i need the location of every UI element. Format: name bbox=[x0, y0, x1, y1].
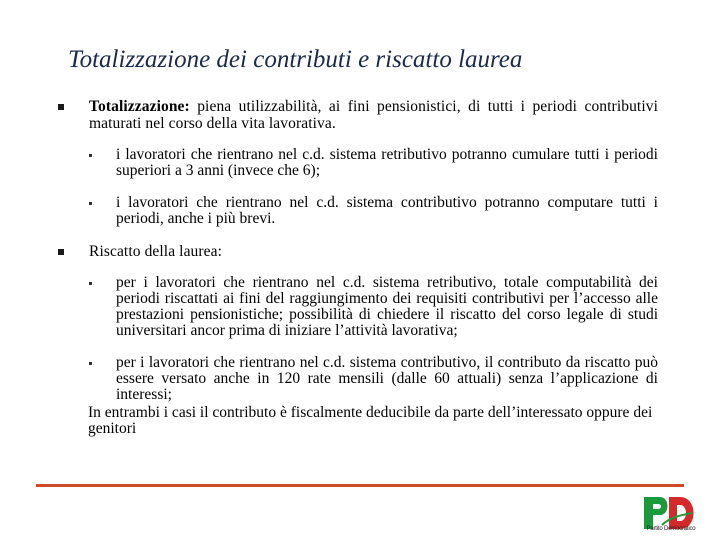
section-riscatto-laurea bbox=[58, 243, 658, 437]
small-bullet-icon bbox=[89, 202, 92, 205]
square-bullet-icon bbox=[58, 104, 64, 110]
section-text: piena utilizzabilità, ai fini pensionistici, di tutti i periodi contributivi maturati nel corso della vita lavorativa. bbox=[89, 98, 658, 132]
list-item bbox=[89, 195, 658, 227]
small-bullet-icon bbox=[89, 282, 92, 285]
section-heading: Riscatto della laurea bbox=[89, 243, 218, 260]
section-paragraph bbox=[89, 98, 658, 132]
list-item-text: i lavoratori che rientrano nel c.d. sistema retributivo potranno cumulare tutti i periodi superiori a 3 anni (invece che 6); bbox=[116, 146, 658, 179]
list-item-text: i lavoratori che rientrano nel c.d. sistema contributivo potranno computare tutti i periodi, anche i più brevi. bbox=[116, 194, 658, 227]
section-paragraph bbox=[89, 243, 658, 260]
slide-title: Totalizzazione dei contributi e riscatto laurea bbox=[68, 46, 523, 73]
list-item-text: per i lavoratori che rientrano nel c.d. sistema contributivo, il contributo da riscatto può essere versato anche in 120 rate mensili (dalle 60 attuali) senza l’applicazione di interessi; bbox=[116, 354, 658, 403]
square-bullet-icon bbox=[58, 249, 64, 255]
closing-note: In entrambi i casi il contributo è fiscalmente deducibile da parte dell’interessato oppure dei genitori bbox=[88, 404, 653, 437]
list-item bbox=[89, 147, 658, 179]
small-bullet-icon bbox=[89, 362, 92, 365]
slide-content bbox=[58, 98, 658, 443]
footer-divider bbox=[36, 484, 684, 487]
section-heading: Totalizzazione: bbox=[89, 98, 190, 115]
logo-caption: Partito Democratico bbox=[646, 526, 696, 532]
sub-bullet-list bbox=[89, 275, 658, 403]
sub-bullet-list bbox=[89, 147, 658, 227]
list-item bbox=[89, 275, 658, 339]
section-totalizzazione bbox=[58, 98, 658, 227]
list-item-text: per i lavoratori che rientrano nel c.d. sistema retributivo, totale computabilità dei periodi riscattati ai fini del raggiungimento dei requisiti contributivi per l’accesso alle prestazioni pensionistiche; possibilità di chiedere il riscatto del corso legale di studi universitari ancor prima di iniziare l’attività lavorativa; bbox=[116, 274, 658, 339]
section-text: : bbox=[217, 243, 223, 260]
list-item bbox=[89, 355, 658, 403]
small-bullet-icon bbox=[89, 154, 92, 157]
